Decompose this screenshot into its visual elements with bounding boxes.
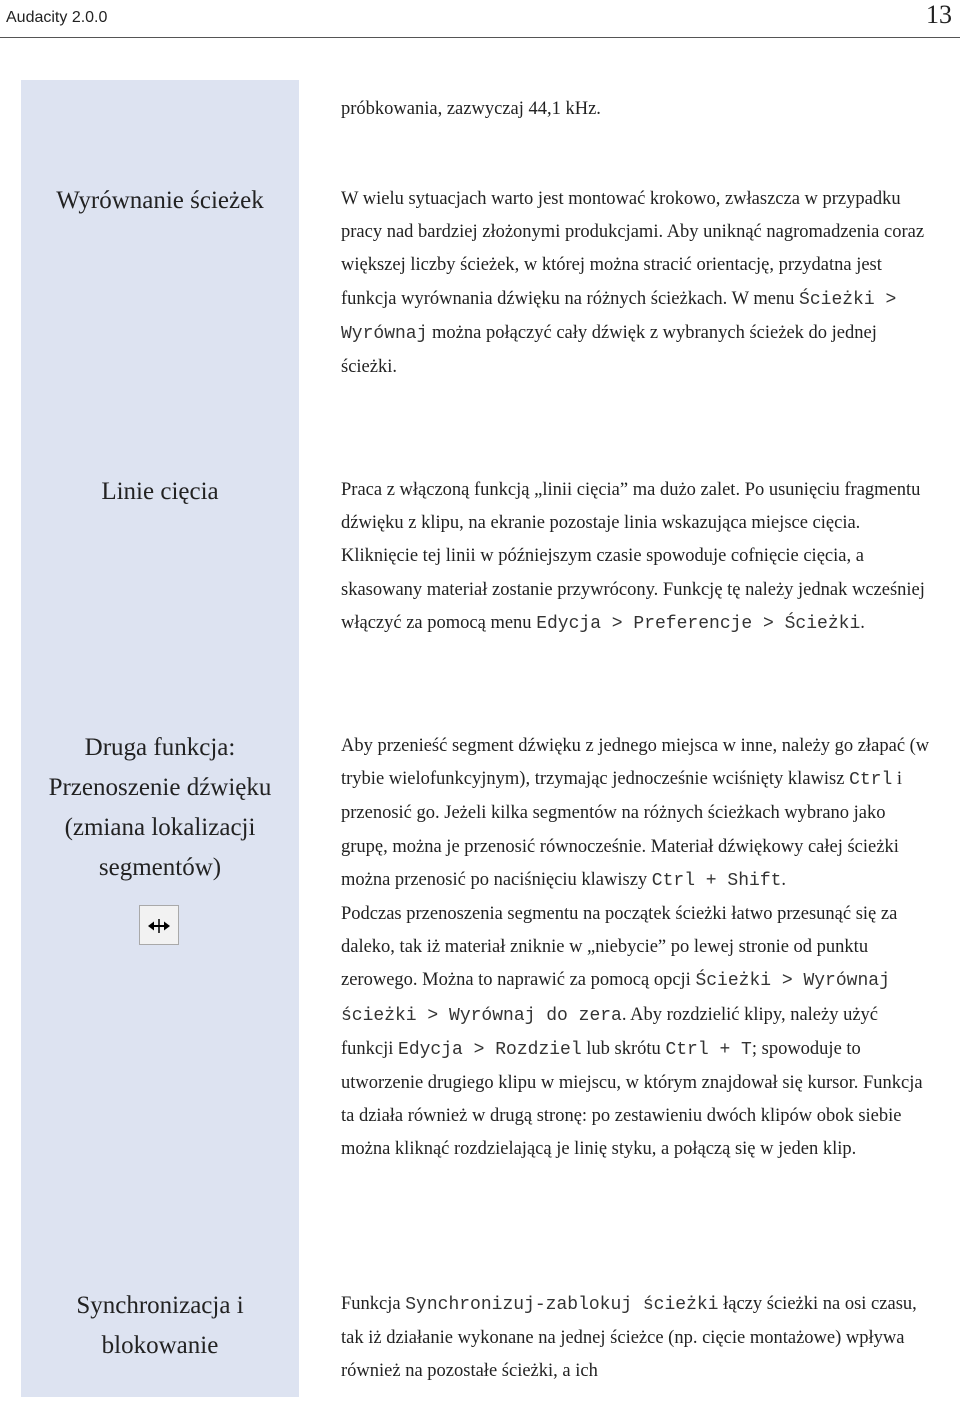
term-linie-ciecia: Linie cięcia [101,478,219,505]
document-title: Audacity 2.0.0 [6,9,108,26]
description-synchronizacja-blokowanie: Funkcja Synchronizuj-zablokuj ścieżki łączy ścieżki na osi czasu, tak iż działanie wykonane na jednej ścieżce (np. cięcie montażowe) wpływa również na pozostałe ścieżki, a ich [341,1294,917,1382]
menu-path: Ścieżki > Wyrównaj [341,289,897,344]
description-linie-ciecia: Praca z włączoną funkcją „linii cięcia” ma dużo zalet. Po usunięciu fragmentu dźwięku z klipu, na ekranie pozostaje linia wskazująca miejsce cięcia. Kliknięcie tej linii w późniejszym czasie spowoduje cofnięcie cięcia, a skasowany materiał zostanie przywrócony. Funkcję tę należy jednak wcześniej włączyć za pomocą menu Edycja > Preferencje > Ścieżki. [341,480,925,634]
menu-path: Ścieżki > Wyrównaj ścieżki > Wyrównaj do zera [341,971,890,1026]
term-synchronizacja-blokowanie: Synchronizacja i blokowanie [76,1292,244,1359]
menu-path: Edycja > Rozdziel [398,1039,582,1060]
page-header [0,0,960,38]
function-name: Synchronizuj-zablokuj ścieżki [405,1295,719,1315]
page-number: 13 [926,0,952,29]
key-combination: Ctrl + T [665,1039,752,1060]
time-shift-arrow-icon [139,905,179,945]
description-wyrownanie-sciezek: W wielu sytuacjach warto jest montować krokowo, zwłaszcza w przypadku pracy nad bardziej złożonymi produkcjami. Aby uniknąć nagromadzenia coraz większej liczby ścieżek, w której można stracić orientację, przydatna jest funkcja wyrównania dźwięku na różnych ścieżkach. W menu Ścieżki > Wyrównaj można połączyć cały dźwięk z wybranych ścieżek do jednej ścieżki. [341,189,925,378]
header-divider [0,37,960,38]
term-wyrownanie-sciezek: Wyrównanie ścieżek [56,187,264,214]
description-przenoszenie-dzwieku: Aby przenieść segment dźwięku z jednego miejsca w inne, należy go złapać (w trybie wielofunkcyjnym), trzymając jednocześnie wciśnięty klawisz Ctrl i przenosić go. Jeżeli kilka segmentów na różnych ścieżkach wybrano jako grupę, można je przenosić równocześnie. Materiał dźwiękowy całej ścieżki można przenosić po naciśnięciu klawiszy Ctrl + Shift. Podczas przenoszenia segmentu na początek ścieżki łatwo przesunąć się za daleko, tak iż materiał zniknie w „niebycie” po lewej stronie od punktu zerowego. Można to naprawić za pomocą opcji Ścieżki > Wyrównaj ścieżki > Wyrównaj do zera. Aby rozdzielić klipy, należy użyć funkcji Edycja > Rozdziel lub skrótu Ctrl + T; spowoduje to utworzenie drugiego klipu w miejscu, w którym znajdował się kursor. Funkcja ta działa również w drugą stronę: po zestawieniu dwóch klipów obok siebie można kliknąć rozdzielającą je linię styku, a połączą się w jeden klip. [341,736,930,1160]
menu-path: Edycja > Preferencje > Ścieżki [536,613,861,634]
term-przenoszenie-dzwieku: Druga funkcja: Przenoszenie dźwięku (zmiana lokalizacji segmentów) [48,734,272,881]
key-name: Ctrl [849,770,893,791]
intro-paragraph: próbkowania, zazwyczaj 44,1 kHz. [341,99,601,119]
key-combination: Ctrl + Shift [651,870,782,891]
